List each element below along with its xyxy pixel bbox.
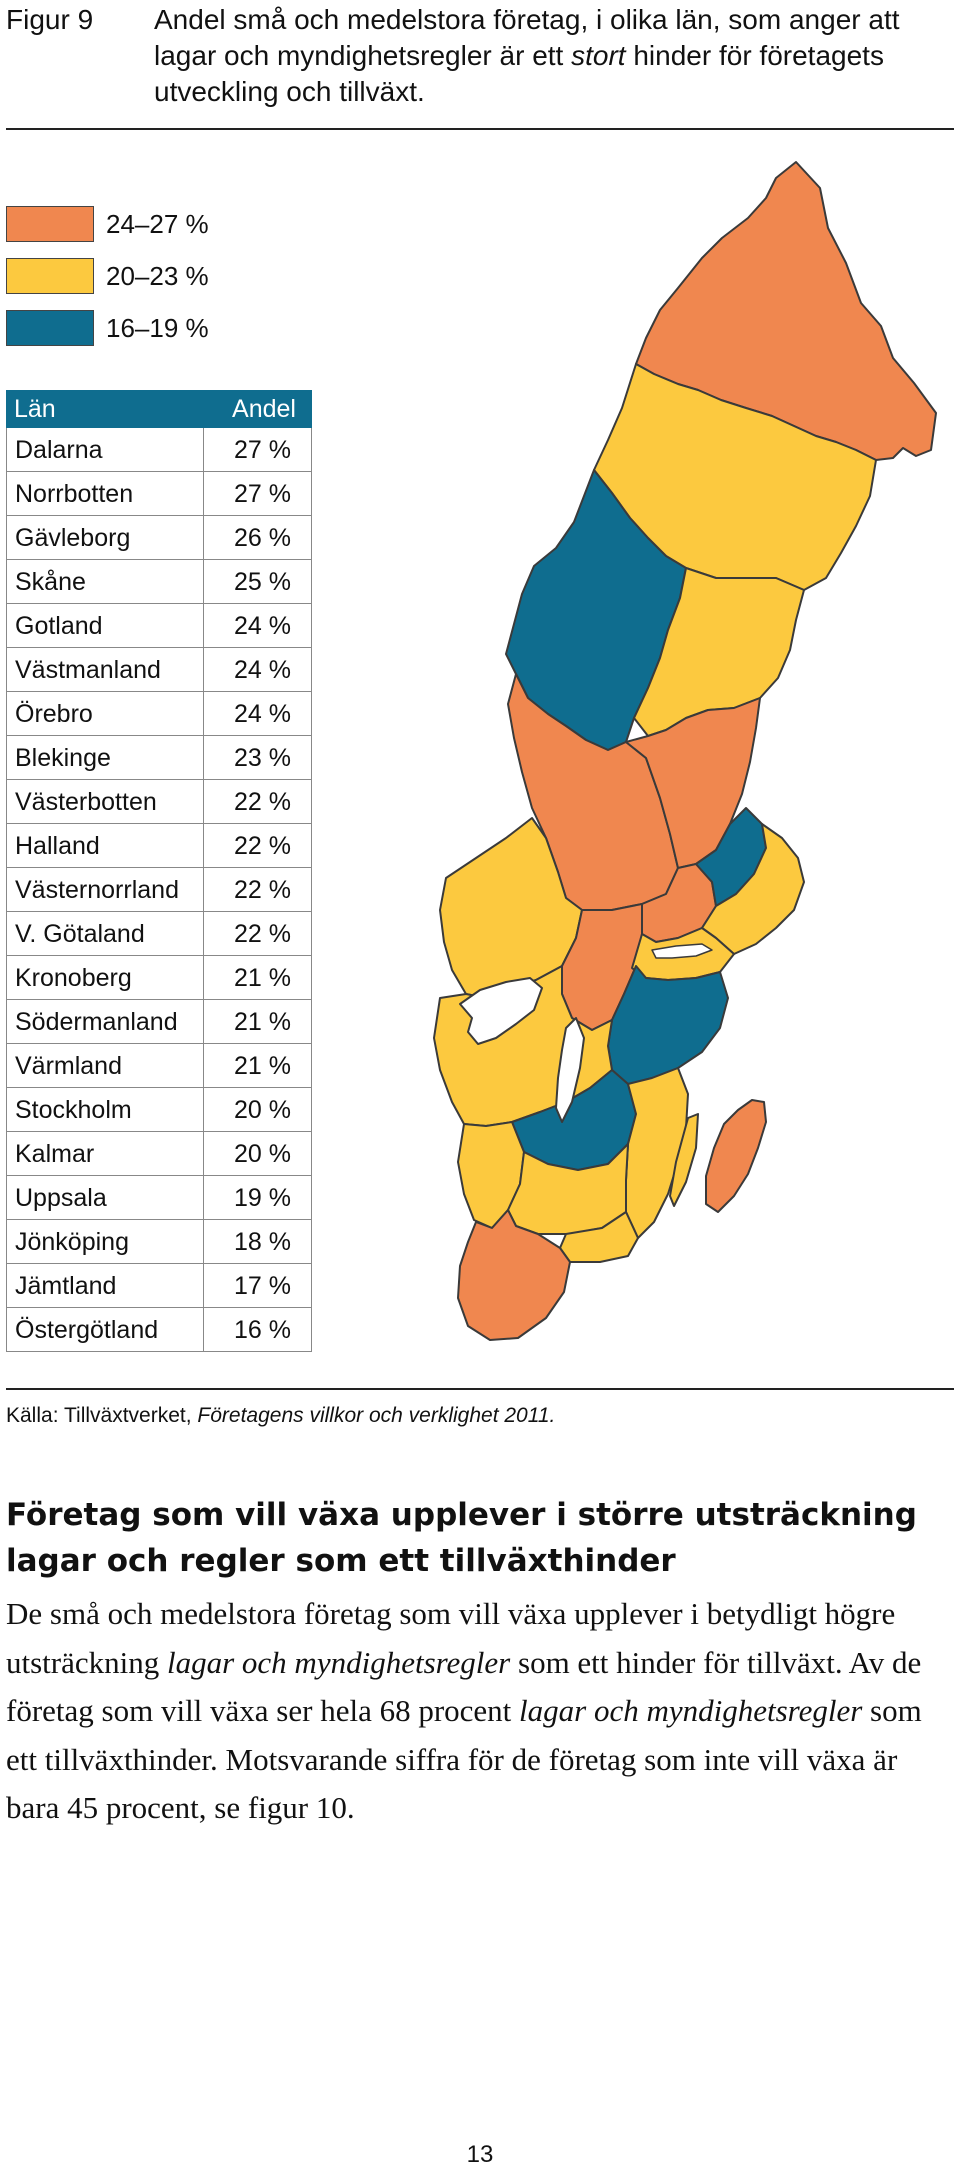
body-paragraph: [6, 1590, 946, 1833]
body-part-3: som ett tillväxthinder. Motsvarande siffra för de företag som inte vill växa är bara 45 procent, se figur 10.: [6, 1693, 922, 1825]
body-part-1: De små och medelstora företag som vill växa upplever i betydligt högre utsträckning: [6, 1596, 896, 1680]
table-cell-lan: Halland: [15, 832, 100, 860]
legend-swatch-low: [6, 310, 94, 346]
table-cell-lan: Norrbotten: [15, 480, 134, 508]
table-cell-andel: 20 %: [234, 1140, 291, 1168]
table-column-divider: [203, 868, 204, 912]
table-cell-lan: Stockholm: [15, 1096, 132, 1124]
table-cell-andel: 22 %: [234, 920, 291, 948]
table-row: [6, 1132, 312, 1176]
table-cell-lan: Blekinge: [15, 744, 111, 772]
legend-swatch-high: [6, 206, 94, 242]
table-row: [6, 1044, 312, 1088]
legend-item-mid: [6, 258, 306, 298]
table-column-divider: [203, 1308, 204, 1352]
table-cell-andel: 24 %: [234, 612, 291, 640]
table-row: [6, 1220, 312, 1264]
legend-label-mid: 20–23 %: [106, 261, 209, 291]
source-emphasis: Företagens villkor och verklighet 2011.: [197, 1404, 556, 1427]
table-row: [6, 1088, 312, 1132]
table-cell-lan: Jämtland: [15, 1272, 117, 1300]
table-cell-lan: V. Götaland: [15, 920, 145, 948]
table-cell-lan: Skåne: [15, 568, 86, 596]
table-row: [6, 956, 312, 1000]
table-row: [6, 604, 312, 648]
table-column-divider: [203, 1044, 204, 1088]
body-emphasis-2: lagar och myndighetsregler: [519, 1693, 863, 1728]
section-heading: Företag som vill växa upplever i större utsträckning lagar och regler som ett tillväxthinder: [6, 1497, 917, 1579]
table-cell-andel: 22 %: [234, 876, 291, 904]
table-column-divider: [203, 736, 204, 780]
table-cell-andel: 27 %: [234, 436, 291, 464]
table-row: [6, 780, 312, 824]
legend-label-high: 24–27 %: [106, 209, 209, 239]
table-cell-andel: 17 %: [234, 1272, 291, 1300]
table-cell-andel: 26 %: [234, 524, 291, 552]
table-row: [6, 736, 312, 780]
table-header: [6, 390, 312, 428]
table-header-andel: Andel: [232, 395, 296, 423]
table-cell-andel: 21 %: [234, 1052, 291, 1080]
table-row: [6, 1264, 312, 1308]
table-cell-lan: Jönköping: [15, 1228, 129, 1256]
table-body: [6, 428, 312, 1352]
table-row: [6, 1000, 312, 1044]
table-cell-andel: 25 %: [234, 568, 291, 596]
table-cell-lan: Västerbotten: [15, 788, 157, 816]
table-cell-lan: Västmanland: [15, 656, 161, 684]
table-cell-andel: 24 %: [234, 656, 291, 684]
table-column-divider: [203, 1220, 204, 1264]
table-cell-andel: 16 %: [234, 1316, 291, 1344]
table-cell-lan: Gotland: [15, 612, 103, 640]
table-cell-lan: Örebro: [15, 700, 93, 728]
table-cell-lan: Södermanland: [15, 1008, 178, 1036]
map-region-gotland: [706, 1100, 766, 1212]
table-row: [6, 472, 312, 516]
body-emphasis-1: lagar och myndighetsregler: [167, 1644, 511, 1680]
figure-title-emphasis: stort: [571, 40, 626, 71]
table-row: [6, 868, 312, 912]
table-row: [6, 428, 312, 472]
table-cell-lan: Uppsala: [15, 1184, 107, 1212]
table-row: [6, 692, 312, 736]
table-column-divider: [203, 912, 204, 956]
figure-title-suffix: hinder för företagets utveckling och tillväxt.: [154, 40, 884, 107]
figure-header: [6, 0, 954, 130]
table-cell-andel: 27 %: [234, 480, 291, 508]
table-cell-andel: 23 %: [234, 744, 291, 772]
table-column-divider: [203, 604, 204, 648]
table-cell-lan: Värmland: [15, 1052, 122, 1080]
table-row: [6, 1308, 312, 1352]
table-cell-andel: 24 %: [234, 700, 291, 728]
table-cell-lan: Dalarna: [15, 436, 103, 464]
table-column-divider: [203, 1264, 204, 1308]
table-column-divider: [203, 428, 204, 472]
table-cell-lan: Gävleborg: [15, 524, 131, 552]
table-column-divider: [203, 560, 204, 604]
table-column-divider: [203, 956, 204, 1000]
figure-title-prefix: Andel små och medelstora företag, i olika län, som anger att lagar och myndighetsregler är ett: [154, 4, 900, 71]
table-column-divider: [203, 692, 204, 736]
page-number: 13: [466, 2141, 494, 2168]
legend-item-high: [6, 206, 306, 246]
table-cell-lan: Östergötland: [15, 1316, 159, 1344]
table-cell-andel: 22 %: [234, 832, 291, 860]
legend-item-low: [6, 310, 306, 350]
table-column-divider: [203, 648, 204, 692]
table-cell-andel: 20 %: [234, 1096, 291, 1124]
table-cell-andel: 21 %: [234, 1008, 291, 1036]
table-row: [6, 912, 312, 956]
table-column-divider: [203, 1176, 204, 1220]
legend-swatch-mid: [6, 258, 94, 294]
table-row: [6, 824, 312, 868]
table-column-divider: [203, 472, 204, 516]
figure-source: [6, 1388, 954, 1434]
table-column-divider: [203, 1132, 204, 1176]
figure-title: [154, 2, 954, 110]
table-cell-andel: 18 %: [234, 1228, 291, 1256]
county-share-table: [6, 390, 312, 1352]
table-header-lan: Län: [14, 395, 56, 423]
source-prefix: Källa: Tillväxtverket,: [6, 1404, 198, 1427]
table-cell-lan: Västernorrland: [15, 876, 179, 904]
body-part-2: som ett hinder för tillväxt. Av de företag som vill växa ser hela 68 procent: [6, 1644, 922, 1728]
table-cell-lan: Kalmar: [15, 1140, 95, 1168]
table-cell-lan: Kronoberg: [15, 964, 132, 992]
legend-label-low: 16–19 %: [106, 313, 209, 343]
table-cell-andel: 21 %: [234, 964, 291, 992]
table-column-divider: [203, 516, 204, 560]
table-cell-andel: 22 %: [234, 788, 291, 816]
table-row: [6, 516, 312, 560]
table-column-divider: [203, 824, 204, 868]
table-row: [6, 560, 312, 604]
sweden-county-map: [416, 158, 956, 1358]
figure-number: Figur 9: [6, 4, 94, 35]
table-column-divider: [203, 780, 204, 824]
table-row: [6, 648, 312, 692]
table-cell-andel: 19 %: [234, 1184, 291, 1212]
table-column-divider: [203, 1000, 204, 1044]
table-column-divider: [203, 1088, 204, 1132]
table-row: [6, 1176, 312, 1220]
